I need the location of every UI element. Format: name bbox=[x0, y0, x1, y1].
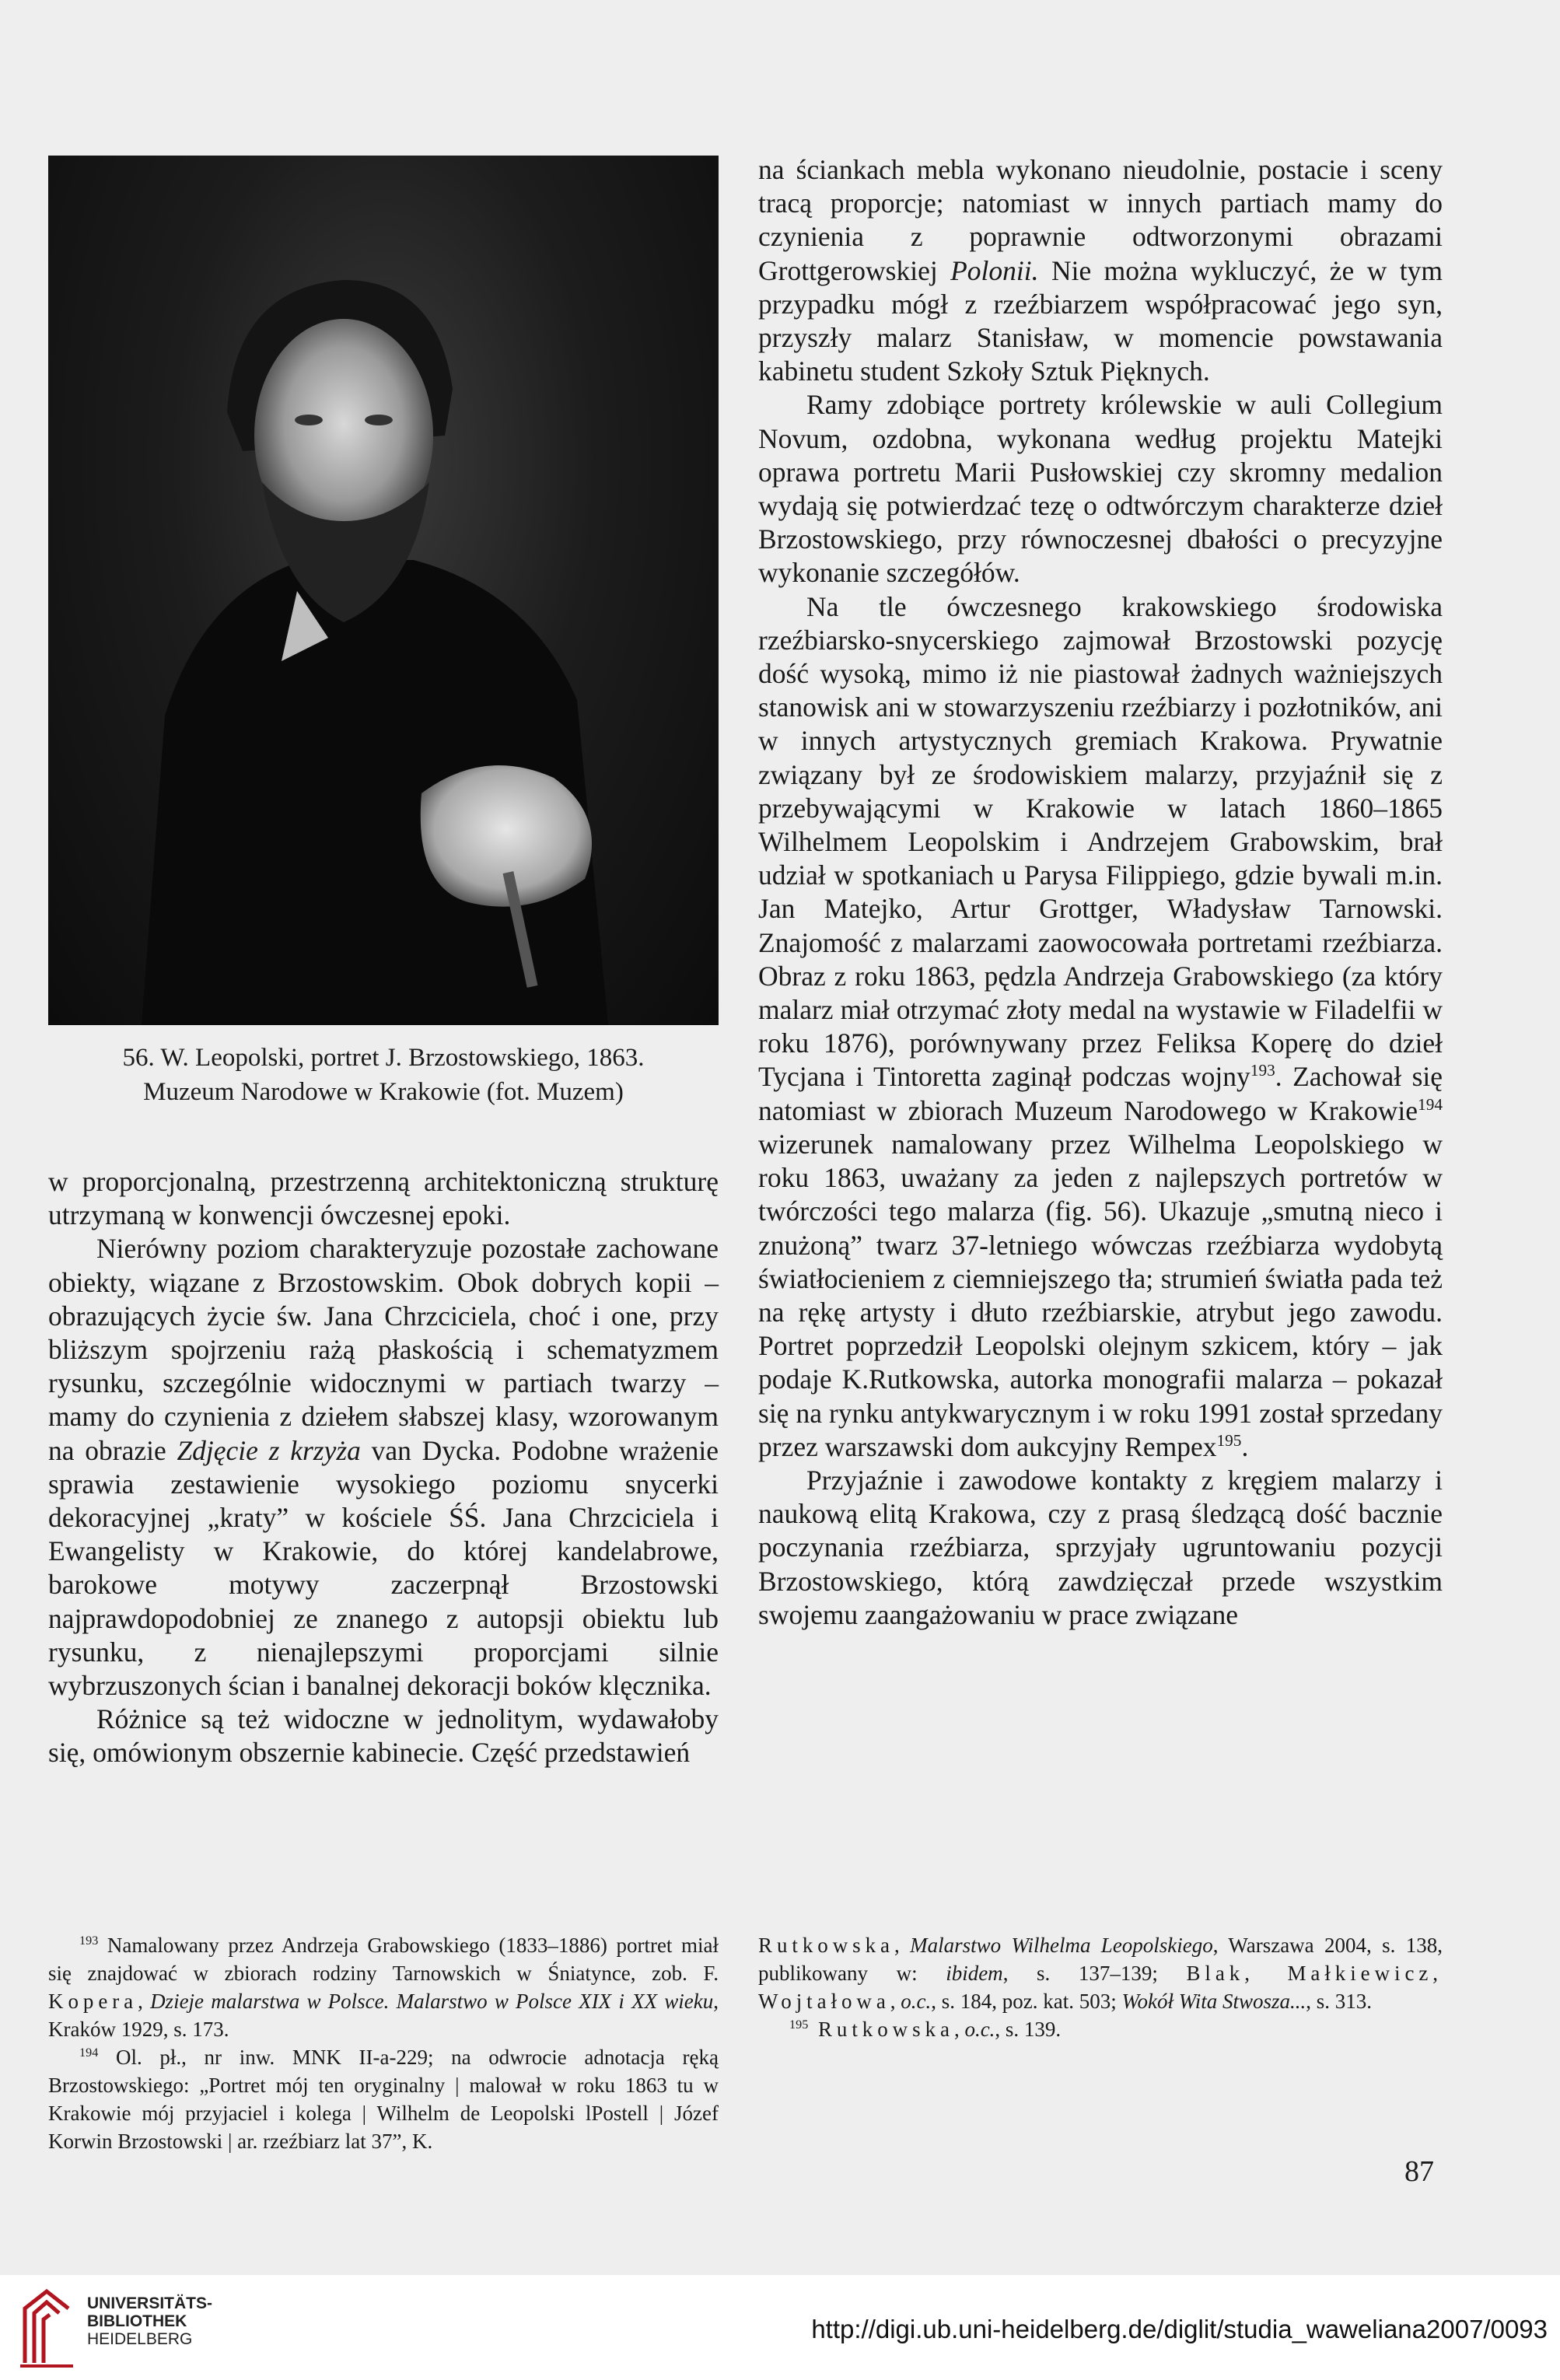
footnote-193 bbox=[48, 1931, 719, 2043]
footnote-194 bbox=[48, 2043, 719, 2155]
text-run: , bbox=[953, 2018, 965, 2041]
text-run: . Zachował się natomiast w zbiorach Muzeum Narodowego w Krakowie bbox=[758, 1061, 1443, 1126]
library-name bbox=[87, 2294, 212, 2348]
text-run: Namalowany przez Andrzeja Grabowskiego (1833–1886) portret miał się znajdować w zbiorach rodziny Tarnowskich w Śniatynce, zob. F. bbox=[48, 1934, 719, 1985]
text-run: , bbox=[890, 1990, 901, 2013]
source-url-link[interactable]: http://digi.ub.uni-heidelberg.de/diglit/studia_waweliana2007/0093 bbox=[811, 2315, 1548, 2343]
text-run: na ściankach mebla wykonano nieudolnie, postacie i sceny tracą proporcje; natomiast w innych partiach mamy do czynienia z poprawnie odtworzonymi obrazami Grottgerowskiej bbox=[758, 154, 1443, 286]
italic-title: o.c. bbox=[964, 2018, 995, 2041]
paragraph: Ramy zdobiące portrety królewskie w auli Collegium Novum, ozdobna, wykonana według projektu Matejki oprawa portretu Marii Pusłowskiej czy skromny medalion wydają się potwierdzać tezę o odtwórczym charakterze dzieł Brzostowskiego, przy równoczesnej dbałości o precyzyjne wykonanie szczegółów. bbox=[758, 389, 1443, 589]
text-run: Ol. pł., nr inw. MNK II-a-229; na odwrocie adnotacja ręką Brzostowskiego: „Portret mój ten oryginalny | malował w roku 1863 tu w Krakowie mój przyjaciel i kolega | Wilhelm de Leopolski lPostell | Józef Korwin Brzostowski | ar. rzeźbiarz lat 37”, K. bbox=[48, 2046, 719, 2153]
text-run: . bbox=[1241, 1430, 1249, 1462]
text-run: , Kraków 1929, s. 173. bbox=[48, 1990, 719, 2041]
caption-line-1: 56. W. Leopolski, portret J. Brzostowskiego, 1863. bbox=[122, 1044, 645, 1072]
text-run: van Dycka. Podobne wrażenie sprawia zestawienie wysokiego poziomu snycerki dekoracyjnej „kraty” w kościele ŚŚ. Jana Chrzciciela i Ewangelisty w Krakowie, do której kandelabrowe, barokowe motywy zaczerpnął Brzostowski najprawdopodobniej ze znanego z autopsji obiektu lub rysunku, z nienajlepszymi proporcjami silnie wybrzuszonych ścian i banalnej dekoracji boków klęcznika. bbox=[48, 1434, 719, 1702]
figure-caption bbox=[48, 1041, 719, 1109]
portrait-photo bbox=[48, 156, 719, 1025]
text-run: , s. 313. bbox=[1306, 1990, 1373, 2013]
footnote-number: 193 bbox=[79, 1934, 99, 1948]
text-run: , s. 184, poz. kat. 503; bbox=[931, 1990, 1122, 2013]
italic-title: Polonii. bbox=[950, 254, 1039, 286]
library-logo-icon bbox=[16, 2285, 78, 2371]
author-name: Rutkowska bbox=[758, 1934, 894, 1957]
footnote-number: 195 bbox=[789, 2018, 809, 2032]
italic-title: o.c. bbox=[901, 1990, 932, 2013]
footnotes-left bbox=[48, 1931, 719, 2155]
text-run: Nie można wykluczyć, że w tym przypadku mógł z rzeźbiarzem współpracować jego syn, przyszły malarz Stanisław, w momencie powstawania kabinetu student Szkoły Sztuk Pięknych. bbox=[758, 254, 1443, 387]
library-name-line: HEIDELBERG bbox=[87, 2330, 193, 2348]
portrait-image bbox=[48, 156, 719, 1025]
text-run: , s. 139. bbox=[995, 2018, 1062, 2041]
text-run: , bbox=[894, 1934, 911, 1957]
italic-title: Zdjęcie z krzyża bbox=[177, 1434, 361, 1466]
paragraph: w proporcjonalną, przestrzenną architektoniczną strukturę utrzymaną w konwencji ówczesnej epoki. bbox=[48, 1166, 719, 1231]
footnote-194-continued bbox=[758, 1931, 1443, 2015]
paragraph bbox=[48, 1232, 719, 1703]
author-name: Rutkowska bbox=[808, 2018, 954, 2041]
right-column bbox=[758, 153, 1443, 1632]
paragraph: Różnice są też widoczne w jednolitym, wydawałoby się, omówionym obszernie kabinecie. Część przedstawień bbox=[48, 1703, 719, 1769]
text-run: , bbox=[138, 1990, 151, 2013]
italic-title: ibidem bbox=[946, 1962, 1003, 1985]
footnote-ref[interactable]: 193 bbox=[1250, 1061, 1275, 1080]
left-column bbox=[48, 1165, 719, 1770]
text-run: wizerunek namalowany przez Wilhelma Leopolskiego w roku 1863, uważany za jeden z najlepszych portretów w twórczości tego malarza (fig. 56). Ukazuje „smutną nieco i znużoną” twarz 37-letniego wówczas rzeźbiarza wydobytą światłocieniem z ciemniejszego tła; strumień światła pada też na rękę artysty i dłuto rzeźbiarskie, atrybut jego zawodu. Portret poprzedził Leopolski olejnym szkicem, który – jak podaje K.Rutkowska, autorka monografii malarza – pokazał się na rynku antykwarycznym i w roku 1991 został sprzedany przez warszawski dom aukcyjny Rempex bbox=[758, 1128, 1443, 1462]
author-name: Blak, Małkiewicz, Wojtałowa bbox=[758, 1962, 1443, 2013]
library-name-line: UNIVERSITÄTS- bbox=[87, 2294, 213, 2312]
text-run: Na tle ówczesnego krakowskiego środowiska rzeźbiarsko-snycerskiego zajmował Brzostowski pozycję dość wysoką, mimo iż nie piastował żadnych ważniejszych stanowisk ani w stowarzyszeniu rzeźbiarzy i pozłotników, ani w innych artystycznych gremiach Krakowa. Prywatnie związany był ze środowiskiem malarzy, przyjaźnił się z przebywającymi w Krakowie w latach 1860–1865 Wilhelmem Leopolskim i Andrzejem Grabowskim, brał udział w spotkaniach u Parysa Filippiego, gdzie bywali m.in. Jan Matejko, Artur Grottger, Władysław Tarnowski. Znajomość z malarzami zaowocowała portretami rzeźbiarza. Obraz z roku 1863, pędzla Andrzeja Grabowskiego (za który malarz miał otrzymać złoty medal na wystawie w Filadelfii w roku 1876), porównywany przez Feliksa Koperę do dzieł Tycjana i Tintoretta zaginął podczas wojny bbox=[758, 590, 1443, 1093]
italic-title: Dzieje malarstwa w Polsce. Malarstwo w Polsce XIX i XX wieku bbox=[150, 1990, 714, 2013]
paragraph: Przyjaźnie i zawodowe kontakty z kręgiem malarzy i naukową elitą Krakowa, czy z prasą śledzącą dość bacznie poczynania rzeźbiarza, sprzyjały ugruntowaniu pozycji Brzostowskiego, którą zawdzięczał przede wszystkim swojemu zaangażowaniu w prace związane bbox=[758, 1464, 1443, 1630]
paragraph bbox=[758, 590, 1443, 1464]
italic-title: Malarstwo Wilhelma Leopolskiego bbox=[910, 1934, 1213, 1957]
paragraph bbox=[758, 153, 1443, 388]
library-name-line: BIBLIOTHEK bbox=[87, 2312, 187, 2330]
text-run: , Warszawa 2004, s. 138, publikowany w: bbox=[758, 1934, 1443, 1985]
italic-title: Wokół Wita Stwosza... bbox=[1121, 1990, 1306, 2013]
author-name: Kopera bbox=[48, 1990, 138, 2013]
footnote-ref[interactable]: 194 bbox=[1418, 1094, 1443, 1114]
caption-line-2: Muzeum Narodowe w Krakowie (fot. Muzem) bbox=[143, 1078, 624, 1106]
page-number: 87 bbox=[1404, 2155, 1434, 2188]
text-run: , s. 137–139; bbox=[1002, 1962, 1187, 1985]
footnote-number: 194 bbox=[79, 2046, 99, 2060]
footnotes-right bbox=[758, 1931, 1443, 2043]
footnote-ref[interactable]: 195 bbox=[1216, 1430, 1242, 1450]
text-run: Nierówny poziom charakteryzuje pozostałe zachowane obiekty, wiązane z Brzostowskim. Obok dobrych kopii – obrazujących życie św. Jana Chrzciciela, choć i one, przy bliższym spojrzeniu rażą płaskością i schematyzmem rysunku, szczególnie widocznymi w partiach twarzy – mamy do czynienia z dziełem słabszej klasy, wzorowanym na obrazie bbox=[48, 1233, 719, 1466]
footnote-195 bbox=[758, 2015, 1443, 2043]
